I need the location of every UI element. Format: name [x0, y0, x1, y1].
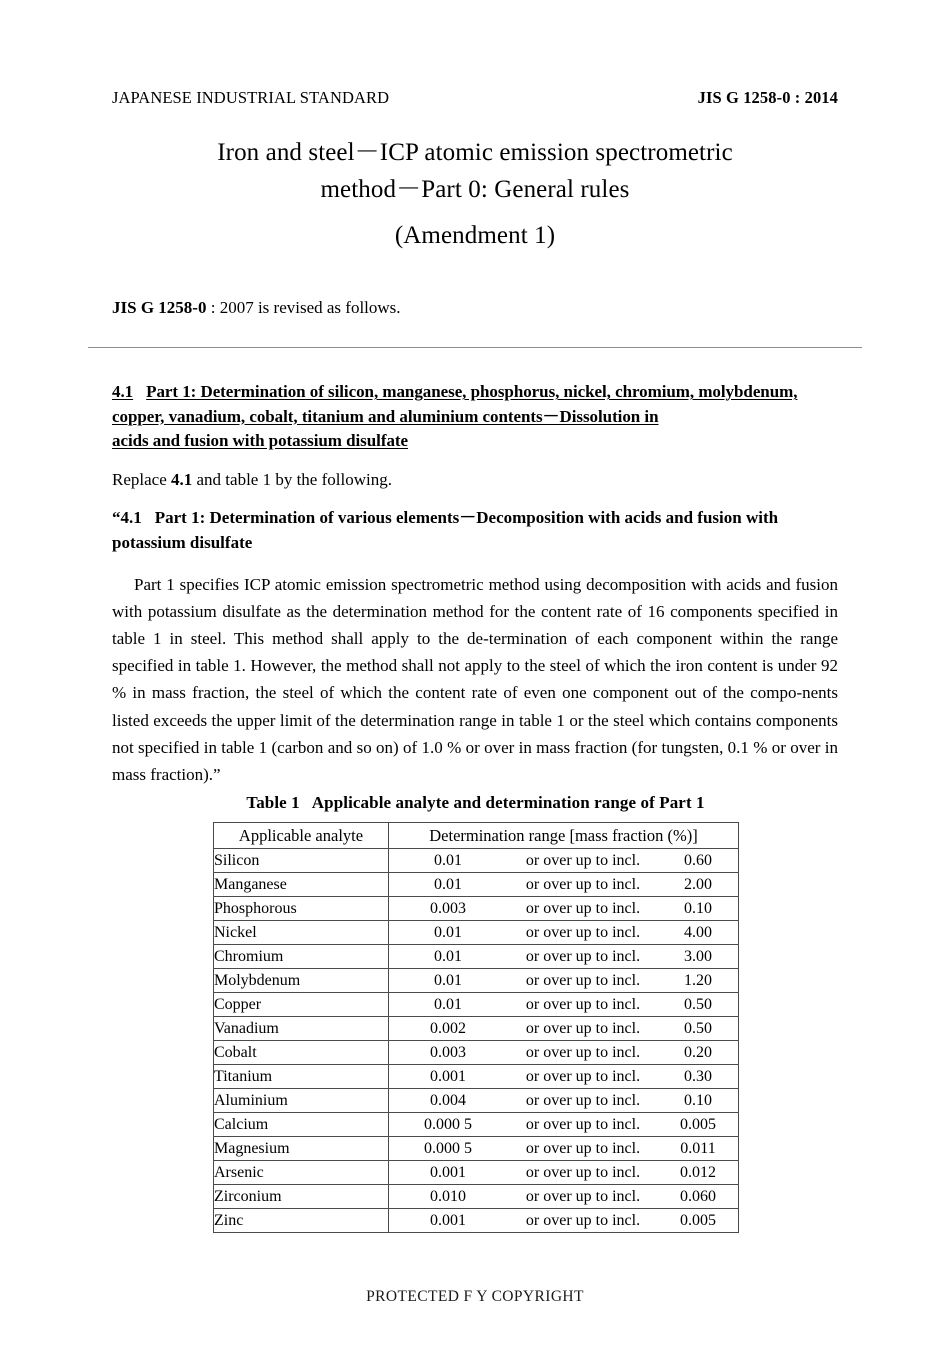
cell-range	[389, 945, 739, 969]
range-minimum: 0.01	[434, 876, 462, 893]
range-maximum: 4.00	[684, 924, 712, 941]
cell-analyte: Vanadium	[214, 1017, 389, 1041]
range-maximum: 0.50	[684, 1020, 712, 1037]
cell-range	[389, 1161, 739, 1185]
section-heading-number: 4.1	[112, 382, 134, 401]
cell-range	[389, 897, 739, 921]
column-header-analyte: Applicable analyte	[214, 823, 389, 849]
range-maximum: 2.00	[684, 876, 712, 893]
range-minimum: 0.01	[434, 924, 462, 941]
table-row	[214, 1209, 739, 1233]
replace-suffix: and table 1 by the following.	[192, 469, 392, 489]
cell-analyte: Copper	[214, 993, 389, 1017]
replace-target: 4.1	[171, 469, 193, 489]
range-minimum: 0.01	[434, 972, 462, 989]
range-minimum: 0.001	[430, 1212, 466, 1229]
range-connector: or over up to incl.	[525, 1212, 641, 1229]
quoted-section-number: “4.1	[112, 507, 142, 527]
range-connector: or over up to incl.	[525, 1044, 641, 1061]
range-minimum: 0.001	[430, 1164, 466, 1181]
table-row	[214, 921, 739, 945]
cell-analyte: Molybdenum	[214, 969, 389, 993]
cell-analyte: Nickel	[214, 921, 389, 945]
cell-range	[389, 1209, 739, 1233]
range-connector: or over up to incl.	[525, 972, 641, 989]
revision-note-rest: : 2007 is revised as follows.	[206, 298, 401, 317]
table-caption	[213, 793, 738, 813]
cell-analyte: Phosphorous	[214, 897, 389, 921]
range-connector: or over up to incl.	[525, 1164, 641, 1181]
body-paragraph: Part 1 specifies ICP atomic emission spectrometric method using decomposition with acids and fusion with potassium disulfate as the determination method for the content rate of 16 components specified in table 1 in steel. This method shall apply to the de-termination of each component within the range specified in table 1. However, the method shall not apply to the steel of which the iron content is under 92 % in mass fraction, the steel of which the content rate of even one component out of the compo-nents listed exceeds the upper limit of the determination range in table 1 or the steel which contains components not specified in table 1 (carbon and so on) of 1.0 % or over in mass fraction (for tungsten, 0.1 % or over in mass fraction).”	[112, 574, 838, 784]
cell-analyte: Magnesium	[214, 1137, 389, 1161]
table-row	[214, 1161, 739, 1185]
cell-range	[389, 1089, 739, 1113]
range-maximum: 0.20	[684, 1044, 712, 1061]
replace-prefix: Replace	[112, 469, 171, 489]
range-connector: or over up to incl.	[525, 996, 641, 1013]
range-connector: or over up to incl.	[525, 924, 641, 941]
range-maximum: 1.20	[684, 972, 712, 989]
table-row	[214, 969, 739, 993]
range-connector: or over up to incl.	[525, 1188, 641, 1205]
title-line-2: method－Part 0: General rules	[320, 176, 630, 203]
table-row	[214, 849, 739, 873]
table-row	[214, 1185, 739, 1209]
cell-range	[389, 849, 739, 873]
cell-analyte: Cobalt	[214, 1041, 389, 1065]
table-caption-label: Table 1	[246, 793, 300, 812]
revision-note-standard: JIS G 1258-0	[112, 298, 207, 317]
cell-analyte: Titanium	[214, 1065, 389, 1089]
range-minimum: 0.01	[434, 948, 462, 965]
cell-analyte: Aluminium	[214, 1089, 389, 1113]
range-maximum: 0.060	[680, 1188, 716, 1205]
cell-range	[389, 873, 739, 897]
table-row	[214, 873, 739, 897]
range-maximum: 0.005	[680, 1116, 716, 1133]
cell-range	[389, 1137, 739, 1161]
cell-range	[389, 993, 739, 1017]
page-footer: PROTECTED F Y COPYRIGHT	[366, 1288, 584, 1305]
section-heading-tail: acids and fusion with potassium disulfate	[112, 431, 408, 450]
quoted-section-heading	[112, 505, 838, 555]
range-maximum: 0.50	[684, 996, 712, 1013]
table-header-row	[214, 823, 739, 849]
section-heading-main: Part 1: Determination of silicon, manganese, phosphorus, nickel, chromium, molybdenum, copper, vanadium, cobalt, titanium and aluminium contents－Dissolution in	[112, 382, 798, 426]
table-row	[214, 1041, 739, 1065]
cell-range	[389, 1017, 739, 1041]
range-minimum: 0.01	[434, 852, 462, 869]
document-body	[112, 380, 838, 788]
table-row	[214, 1137, 739, 1161]
range-maximum: 0.012	[680, 1164, 716, 1181]
range-minimum: 0.010	[430, 1188, 466, 1205]
column-header-range: Determination range [mass fraction (%)]	[389, 823, 739, 849]
header-divider	[88, 347, 862, 348]
range-minimum: 0.01	[434, 996, 462, 1013]
table-row	[214, 1113, 739, 1137]
applicable-analyte-table	[213, 822, 739, 1233]
range-connector: or over up to incl.	[525, 1116, 641, 1133]
cell-analyte: Silicon	[214, 849, 389, 873]
table-row	[214, 1017, 739, 1041]
table-caption-text: Applicable analyte and determination range of Part 1	[311, 793, 705, 812]
running-head	[112, 88, 838, 108]
section-heading	[112, 380, 838, 454]
cell-range	[389, 1185, 739, 1209]
quoted-section-title: Part 1: Determination of various elements－Decomposition with acids and fusion with potassium disulfate	[112, 507, 779, 552]
range-minimum: 0.000 5	[424, 1140, 472, 1157]
cell-analyte: Manganese	[214, 873, 389, 897]
range-minimum: 0.002	[430, 1020, 466, 1037]
range-maximum: 0.10	[684, 900, 712, 917]
range-connector: or over up to incl.	[525, 876, 641, 893]
cell-range	[389, 1113, 739, 1137]
cell-analyte: Chromium	[214, 945, 389, 969]
cell-analyte: Calcium	[214, 1113, 389, 1137]
range-maximum: 0.011	[680, 1140, 716, 1157]
table-1-container	[213, 793, 738, 1233]
cell-range	[389, 921, 739, 945]
range-minimum: 0.000 5	[424, 1116, 472, 1133]
range-maximum: 0.30	[684, 1068, 712, 1085]
cell-range	[389, 1041, 739, 1065]
range-minimum: 0.003	[430, 1044, 466, 1061]
replace-instruction	[112, 468, 838, 491]
range-minimum: 0.004	[430, 1092, 466, 1109]
title-amendment: (Amendment 1)	[394, 222, 556, 249]
revision-note	[112, 298, 401, 318]
range-connector: or over up to incl.	[525, 852, 641, 869]
document-title	[112, 134, 838, 254]
range-minimum: 0.003	[430, 900, 466, 917]
range-connector: or over up to incl.	[525, 1140, 641, 1157]
range-maximum: 3.00	[684, 948, 712, 965]
running-head-left: JAPANESE INDUSTRIAL STANDARD	[112, 88, 390, 107]
table-row	[214, 1089, 739, 1113]
range-maximum: 0.60	[684, 852, 712, 869]
range-maximum: 0.005	[680, 1212, 716, 1229]
range-connector: or over up to incl.	[525, 1020, 641, 1037]
table-row	[214, 897, 739, 921]
range-connector: or over up to incl.	[525, 1092, 641, 1109]
title-line-1: Iron and steel－ICP atomic emission spectrometric	[217, 139, 733, 166]
range-maximum: 0.10	[684, 1092, 712, 1109]
cell-analyte: Zirconium	[214, 1185, 389, 1209]
range-connector: or over up to incl.	[525, 1068, 641, 1085]
cell-analyte: Arsenic	[214, 1161, 389, 1185]
range-minimum: 0.001	[430, 1068, 466, 1085]
cell-analyte: Zinc	[214, 1209, 389, 1233]
cell-range	[389, 969, 739, 993]
table-row	[214, 945, 739, 969]
range-connector: or over up to incl.	[525, 948, 641, 965]
range-connector: or over up to incl.	[525, 900, 641, 917]
running-head-standard-number: JIS G 1258-0 : 2014	[697, 88, 838, 107]
table-row	[214, 993, 739, 1017]
table-row	[214, 1065, 739, 1089]
cell-range	[389, 1065, 739, 1089]
